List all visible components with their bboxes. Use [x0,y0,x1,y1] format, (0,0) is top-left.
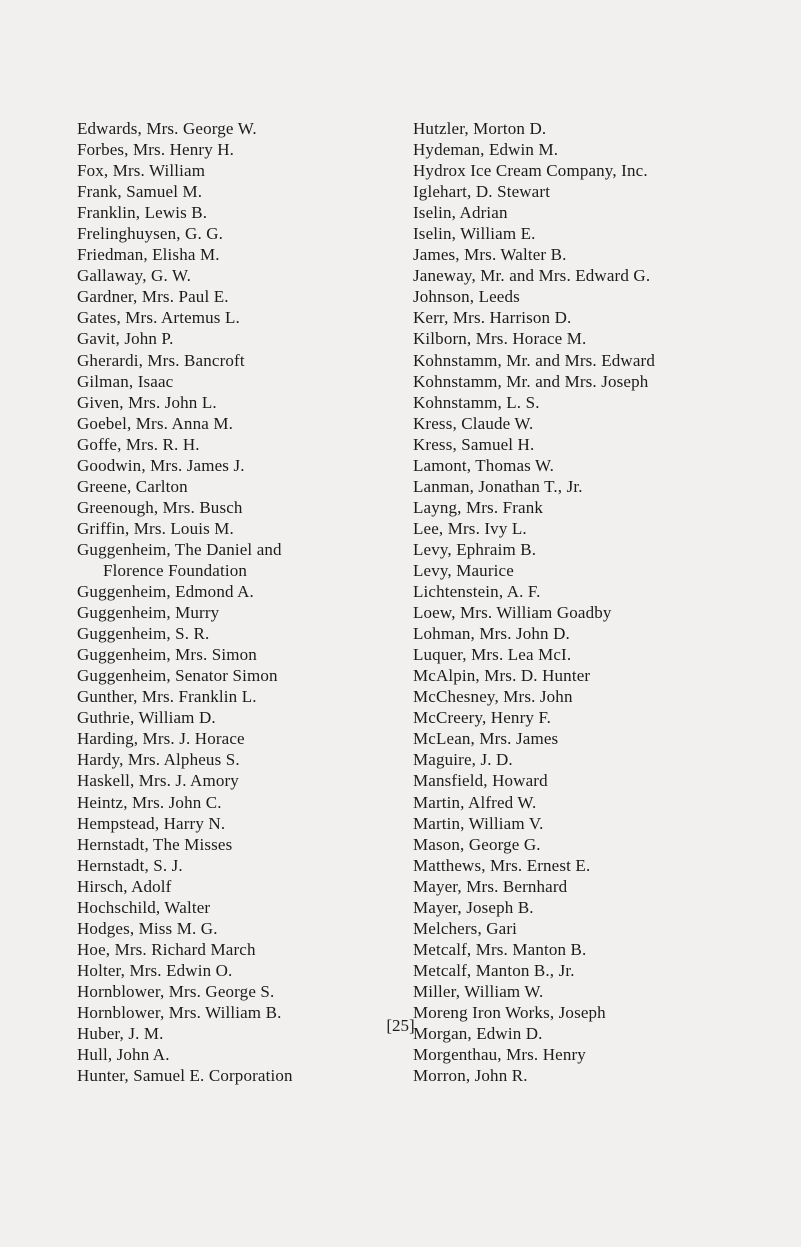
donor-list-right-column [413,118,783,1086]
donor-name-entry: Morgenthau, Mrs. Henry [413,1045,586,1065]
donor-name-entry: Hull, John A. [77,1045,170,1065]
donor-name-entry: Guggenheim, Mrs. Simon [77,645,257,665]
donor-name-entry: Kohnstamm, L. S. [413,392,540,412]
donor-name-entry: Mayer, Joseph B. [413,897,534,917]
donor-name-entry: Lee, Mrs. Ivy L. [413,518,527,538]
donor-name-entry: Goebel, Mrs. Anna M. [77,413,233,433]
donor-name-entry: Holter, Mrs. Edwin O. [77,960,233,980]
donor-name-entry: Layng, Mrs. Frank [413,497,544,517]
donor-name-entry: Guggenheim, Murry [77,603,220,623]
donor-name-entry: Janeway, Mr. and Mrs. Edward G. [413,266,651,286]
donor-name-entry: Kress, Samuel H. [413,434,535,454]
donor-name-entry: Miller, William W. [413,981,544,1001]
donor-name-entry: Gardner, Mrs. Paul E. [77,287,229,307]
donor-name-entry: Edwards, Mrs. George W. [77,119,257,138]
donor-name-entry: Moreng Iron Works, Joseph [413,1002,606,1022]
donor-name-entry: Hernstadt, S. J. [77,855,183,875]
page-number: [25] [386,1016,415,1035]
donor-name-entry: Mayer, Mrs. Bernhard [413,876,568,896]
donor-name-entry: Franklin, Lewis B. [77,203,208,223]
donor-name-entry: Greene, Carlton [77,476,188,496]
donor-name-entry: Guggenheim, The Daniel and [77,539,282,559]
donor-name-entry: Goffe, Mrs. R. H. [77,434,200,454]
donor-name-entry: Given, Mrs. John L. [77,392,217,412]
donor-name-entry: Hochschild, Walter [77,897,211,917]
donor-name-entry: Mason, George G. [413,834,541,854]
donor-name-entry: McCreery, Henry F. [413,708,552,728]
donor-name-entry: Metcalf, Manton B., Jr. [413,960,575,980]
donor-name-entry: Loew, Mrs. William Goadby [413,603,612,623]
donor-name-entry: Gunther, Mrs. Franklin L. [77,687,257,707]
donor-name-entry: Iglehart, D. Stewart [413,182,551,202]
donor-name-entry: Morron, John R. [413,1066,528,1086]
donor-list-left-column [77,118,407,1086]
donor-name-entry: Hirsch, Adolf [77,876,172,896]
donor-name-entry: Levy, Maurice [413,560,514,580]
donor-name-entry: Matthews, Mrs. Ernest E. [413,855,591,875]
donor-name-entry: Gavit, John P. [77,329,174,349]
donor-name-entry: McChesney, Mrs. John [413,687,573,707]
donor-name-entry: Hernstadt, The Misses [77,834,233,854]
donor-name-entry: Haskell, Mrs. J. Amory [77,771,239,791]
donor-name-entry: Heintz, Mrs. John C. [77,792,222,812]
donor-name-entry: Hydeman, Edwin M. [413,140,559,160]
donor-name-entry: Kilborn, Mrs. Horace M. [413,329,587,349]
donor-name-entry: Hoe, Mrs. Richard March [77,939,256,959]
donor-name-entry: Hornblower, Mrs. William B. [77,1002,282,1022]
donor-name-entry: James, Mrs. Walter B. [413,245,567,265]
donor-name-entry: Griffin, Mrs. Louis M. [77,518,234,538]
donor-name-entry: Kohnstamm, Mr. and Mrs. Joseph [413,371,649,391]
donor-name-entry: McAlpin, Mrs. D. Hunter [413,666,591,686]
donor-name-entry: Harding, Mrs. J. Horace [77,729,245,749]
donor-name-entry: Huber, J. M. [77,1024,164,1044]
donor-name-entry: Greenough, Mrs. Busch [77,497,243,517]
donor-name-entry: Guggenheim, Edmond A. [77,582,254,602]
donor-name-entry: Florence Foundation [103,560,248,580]
donor-name-entry: Frelinghuysen, G. G. [77,224,224,244]
donor-name-entry: Luquer, Mrs. Lea McI. [413,645,572,665]
donor-name-entry: Guggenheim, S. R. [77,624,210,644]
donor-name-entry: Hornblower, Mrs. George S. [77,981,275,1001]
donor-name-entry: Mansfield, Howard [413,771,548,791]
donor-name-entry: Hunter, Samuel E. Corporation [77,1066,293,1086]
donor-name-entry: Hutzler, Morton D. [413,119,547,138]
donor-name-entry: Johnson, Leeds [413,287,520,307]
donor-name-entry: Friedman, Elisha M. [77,245,220,265]
donor-name-entry: Gates, Mrs. Artemus L. [77,308,240,328]
donor-name-entry: Kress, Claude W. [413,413,534,433]
donor-name-entry: Hodges, Miss M. G. [77,918,218,938]
donor-name-entry: Hydrox Ice Cream Company, Inc. [413,161,648,181]
donor-name-entry: Metcalf, Mrs. Manton B. [413,939,587,959]
donor-name-entry: Guthrie, William D. [77,708,216,728]
donor-name-entry: Iselin, Adrian [413,203,508,223]
donor-name-entry: Fox, Mrs. William [77,161,206,181]
donor-name-entry: Levy, Ephraim B. [413,539,537,559]
donor-name-entry: Gallaway, G. W. [77,266,191,286]
donor-name-entry: Gherardi, Mrs. Bancroft [77,350,245,370]
donor-name-entry: Melchers, Gari [413,918,518,938]
donor-name-entry: Hempstead, Harry N. [77,813,226,833]
donor-name-entry: Morgan, Edwin D. [413,1024,543,1044]
donor-name-entry: Guggenheim, Senator Simon [77,666,278,686]
donor-name-entry: Iselin, William E. [413,224,536,244]
donor-name-entry: Lanman, Jonathan T., Jr. [413,476,583,496]
donor-name-entry: Goodwin, Mrs. James J. [77,455,245,475]
donor-name-entry: Kerr, Mrs. Harrison D. [413,308,572,328]
donor-name-entry: Martin, Alfred W. [413,792,537,812]
donor-name-entry: Lohman, Mrs. John D. [413,624,570,644]
donor-name-entry: Kohnstamm, Mr. and Mrs. Edward [413,350,656,370]
donor-name-entry: Gilman, Isaac [77,371,174,391]
donor-name-entry: Martin, William V. [413,813,544,833]
donor-name-entry: McLean, Mrs. James [413,729,559,749]
donor-name-entry: Frank, Samuel M. [77,182,203,202]
donor-name-entry: Hardy, Mrs. Alpheus S. [77,750,240,770]
donor-name-entry: Forbes, Mrs. Henry H. [77,140,235,160]
donor-name-entry: Maguire, J. D. [413,750,513,770]
donor-name-entry: Lichtenstein, A. F. [413,582,541,602]
donor-name-entry: Lamont, Thomas W. [413,455,555,475]
